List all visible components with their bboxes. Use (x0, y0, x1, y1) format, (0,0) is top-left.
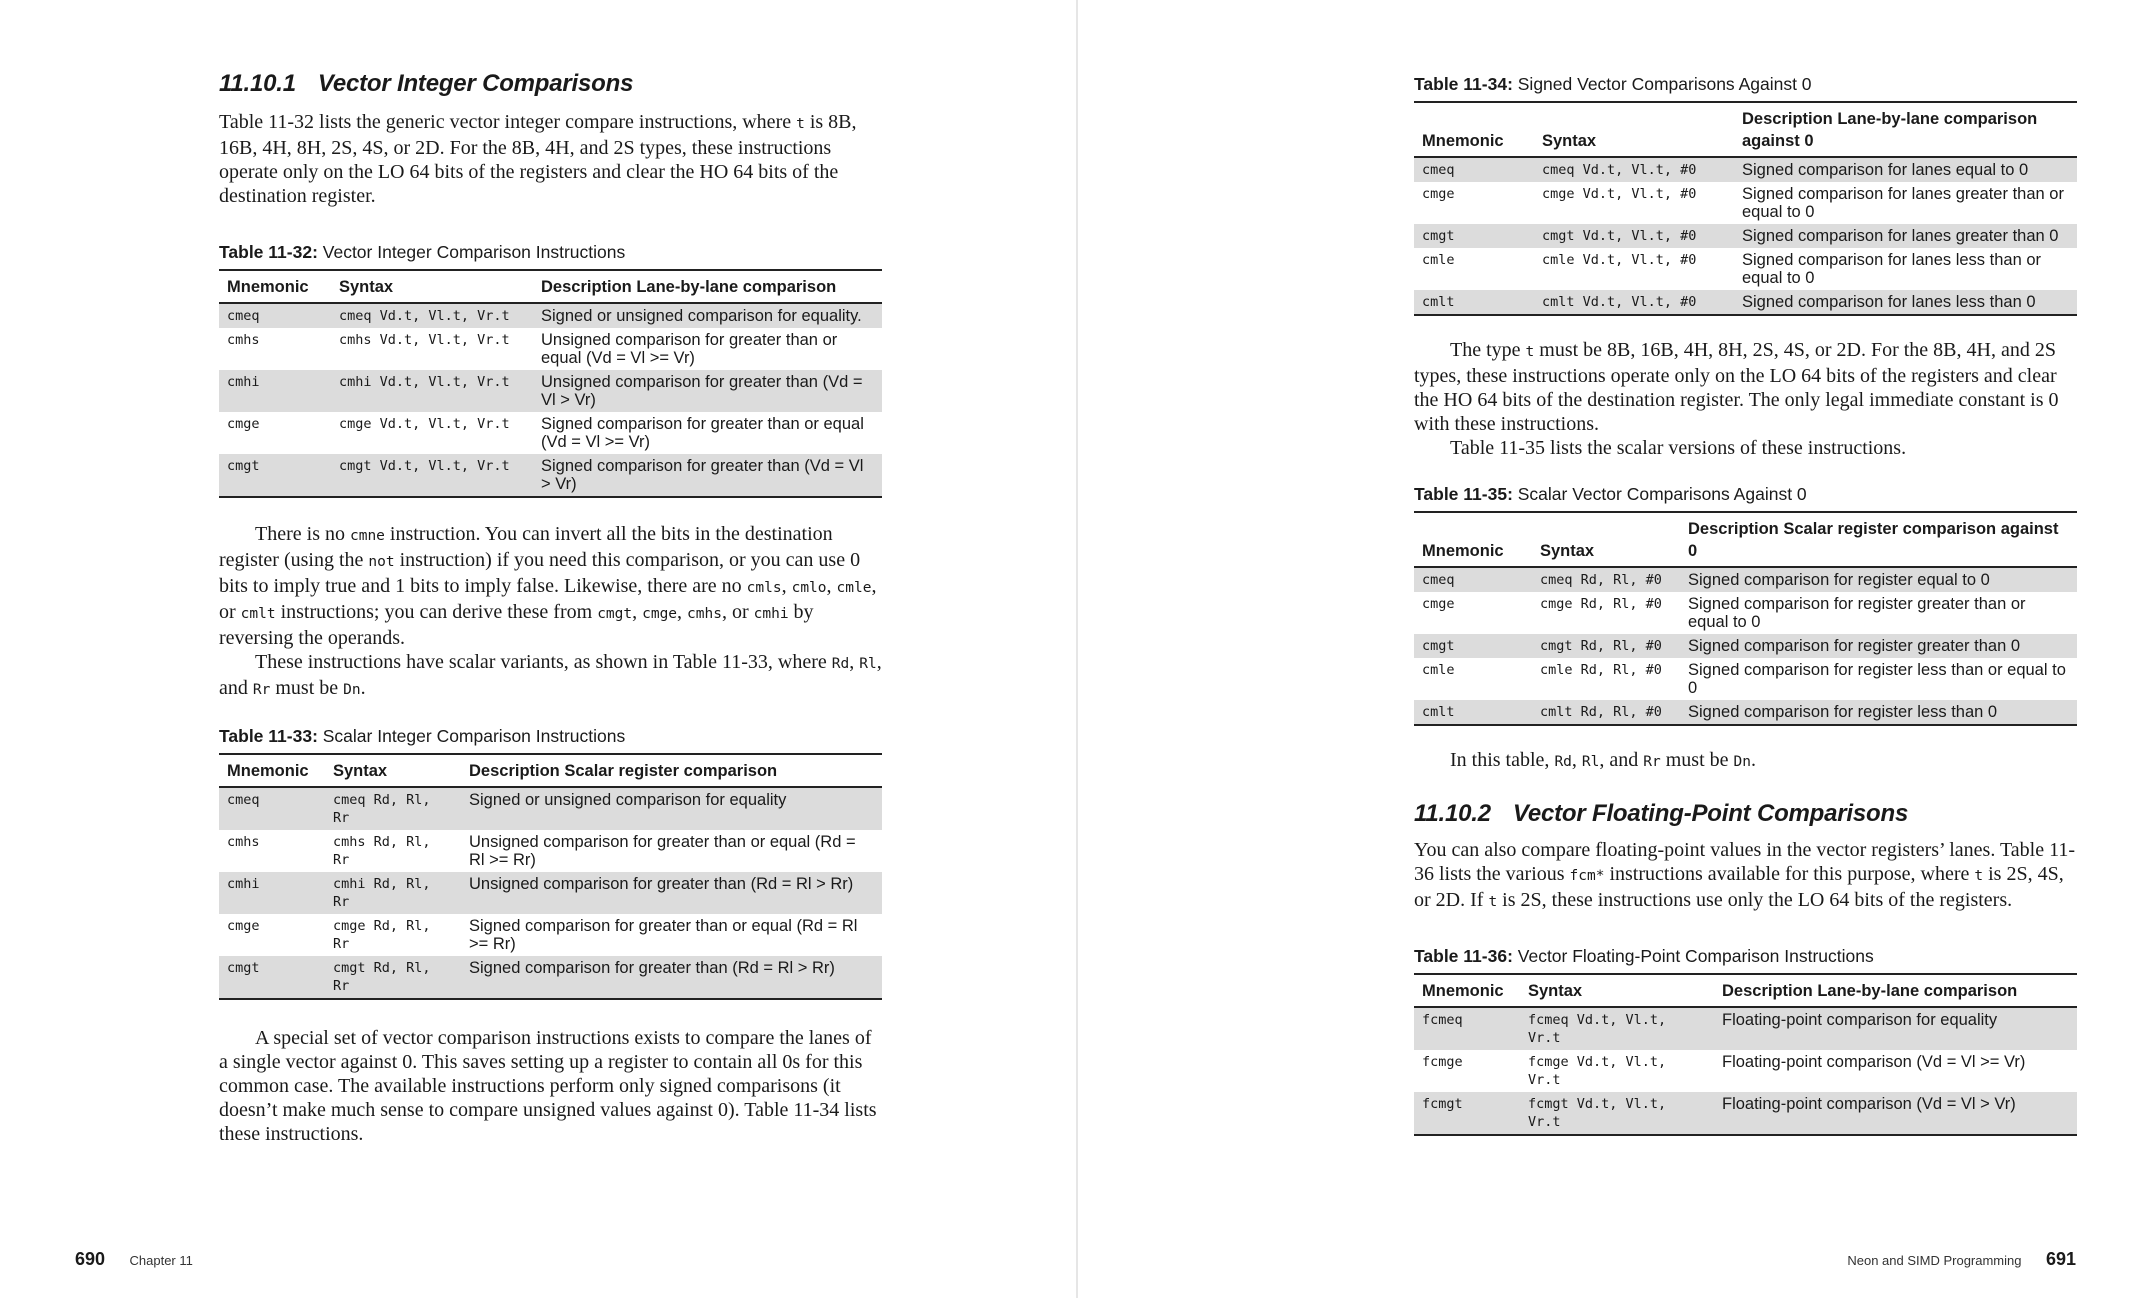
table-caption (1414, 484, 2077, 505)
paragraph (219, 522, 882, 650)
table-row (1414, 157, 2077, 182)
mnemonic-cell: cmle (1422, 252, 1455, 268)
inline-code: cmlt (240, 606, 276, 622)
inline-code: cmls (746, 580, 782, 596)
description-cell: Floating-point comparison (Vd = Vl >= Vr) (1722, 1053, 2026, 1071)
syntax-cell: cmhs Rd, Rl, Rr (333, 834, 431, 868)
description-cell: Floating-point comparison for equality (1722, 1011, 1998, 1029)
description-cell: Signed or unsigned comparison for equality (469, 791, 787, 809)
mnemonic-cell: cmge (227, 918, 260, 934)
text-run: is 2S, these instructions use only the LO 64 bits of the registers. (1497, 889, 2013, 911)
section-title: Vector Integer Comparisons (317, 70, 634, 97)
text-run: , or (721, 601, 754, 623)
table-caption-label: Table 11-33: (219, 726, 318, 746)
text-run: In this table, (1450, 749, 1555, 771)
description-cell: Signed comparison for greater than (Vd = Vl > Vr) (541, 457, 864, 493)
table-row (219, 370, 882, 412)
mnemonic-cell: cmge (1422, 596, 1455, 612)
table-caption-text: Scalar Integer Comparison Instructions (317, 726, 626, 746)
inline-code: cmhs (687, 606, 722, 622)
mnemonic-cell: fcmge (1422, 1054, 1463, 1070)
inline-code: cmlo (791, 580, 827, 596)
table-row (1414, 1007, 2077, 1050)
paragraph (1414, 748, 2077, 774)
section-number: 11.10.2 (1414, 800, 1491, 827)
syntax-cell: cmge Rd, Rl, Rr (333, 918, 431, 952)
column-header: Syntax (339, 278, 394, 296)
chapter-label: Chapter 11 (129, 1253, 193, 1268)
mnemonic-cell: cmeq (227, 308, 260, 324)
column-header: Description Scalar register comparison (469, 762, 778, 780)
column-header: Description Scalar register comparison against 0 (1688, 520, 2059, 560)
table-row (1414, 224, 2077, 248)
column-header: Syntax (1542, 132, 1597, 150)
page-footer (1847, 1249, 2076, 1270)
syntax-cell: cmge Rd, Rl, #0 (1540, 596, 1662, 612)
mnemonic-cell: cmge (227, 416, 260, 432)
right-column (1414, 74, 2077, 1136)
mnemonic-cell: cmgt (1422, 228, 1455, 244)
paragraph (219, 110, 882, 208)
section-title: Vector Floating-Point Comparisons (1512, 800, 1909, 827)
text-run: , (632, 601, 643, 623)
syntax-cell: cmgt Vd.t, Vl.t, #0 (1542, 228, 1697, 244)
inline-code: Dn (343, 682, 361, 698)
text-run: You can also compare floating-point values in the vector registers’ lanes. Table 11-36 lists the various (1414, 839, 2076, 885)
syntax-cell: fcmge Vd.t, Vl.t, Vr.t (1528, 1054, 1667, 1088)
syntax-cell: cmge Vd.t, Vl.t, Vr.t (339, 416, 510, 432)
column-header: Mnemonic (1422, 542, 1504, 560)
mnemonic-cell: cmhs (227, 332, 260, 348)
text-run: , and (219, 651, 882, 699)
table-header-row (219, 754, 882, 787)
section-heading (219, 70, 882, 98)
table-row (219, 412, 882, 454)
column-header: Description Lane-by-lane comparison against 0 (1742, 110, 2038, 150)
description-cell: Signed comparison for lanes greater than or equal to 0 (1742, 185, 2064, 221)
column-header: Syntax (333, 762, 388, 780)
chapter-label: Neon and SIMD Programming (1847, 1253, 2022, 1268)
mnemonic-cell: fcmeq (1422, 1012, 1463, 1028)
table-11-34 (1414, 101, 2077, 316)
inline-code: t (1488, 894, 1498, 910)
description-cell: Unsigned comparison for greater than or equal (Vd = Vl >= Vr) (541, 331, 838, 367)
table-row (219, 303, 882, 328)
syntax-cell: cmle Rd, Rl, #0 (1540, 662, 1662, 678)
page-footer (75, 1249, 193, 1270)
syntax-cell: cmeq Vd.t, Vl.t, #0 (1542, 162, 1697, 178)
inline-code: not (368, 554, 395, 570)
text-run: must be (1660, 749, 1734, 771)
mnemonic-cell: cmle (1422, 662, 1455, 678)
text-run: . (360, 677, 366, 699)
text-run: is 2S, 4S, or 2D. If (1414, 863, 2064, 911)
mnemonic-cell: cmlt (1422, 704, 1455, 720)
text-run: , or (219, 575, 877, 623)
syntax-cell: cmeq Rd, Rl, #0 (1540, 572, 1662, 588)
table-11-36 (1414, 973, 2077, 1136)
table-header-row (1414, 102, 2077, 157)
description-cell: Unsigned comparison for greater than (Rd = Rl > Rr) (469, 875, 854, 893)
column-header: Syntax (1540, 542, 1595, 560)
text-run: instruction) if you need this comparison, or you can use 0 bits to imply true and 1 bits to imply false. Likewise, there are no (219, 549, 861, 597)
text-run: is 8B, 16B, 4H, 8H, 2S, 4S, or 2D. For the 8B, 4H, and 2S types, these instructions operate only on the LO 64 bits of the registers and clear the HO 64 bits of the destination register. (219, 111, 857, 207)
text-run: . (1750, 749, 1756, 771)
table-row (219, 454, 882, 497)
syntax-cell: cmeq Rd, Rl, Rr (333, 792, 431, 826)
description-cell: Signed comparison for register greater than 0 (1688, 637, 2021, 655)
column-header: Mnemonic (1422, 982, 1504, 1000)
syntax-cell: cmgt Rd, Rl, Rr (333, 960, 431, 994)
section-heading (1414, 800, 2077, 828)
column-header: Mnemonic (1422, 132, 1504, 150)
table-row (1414, 658, 2077, 700)
table-header-row (1414, 974, 2077, 1007)
table-11-32 (219, 269, 882, 498)
table-row (1414, 248, 2077, 290)
syntax-cell: fcmeq Vd.t, Vl.t, Vr.t (1528, 1012, 1667, 1046)
syntax-cell: cmlt Rd, Rl, #0 (1540, 704, 1662, 720)
mnemonic-cell: cmhi (227, 374, 260, 390)
syntax-cell: fcmgt Vd.t, Vl.t, Vr.t (1528, 1096, 1667, 1130)
text-run: There is no (255, 523, 350, 545)
inline-code: t (1974, 868, 1984, 884)
mnemonic-cell: cmeq (1422, 572, 1455, 588)
inline-code: fcm* (1569, 868, 1605, 884)
section-number: 11.10.1 (219, 70, 296, 97)
column-header: Mnemonic (227, 762, 309, 780)
description-cell: Signed comparison for register less than 0 (1688, 703, 1998, 721)
paragraph (219, 1026, 882, 1146)
text-run: instruction. You can invert all the bits in the destination register (using the (219, 523, 833, 571)
left-column (219, 70, 882, 1146)
table-caption (1414, 946, 2077, 967)
description-cell: Unsigned comparison for greater than or equal (Rd = Rl >= Rr) (469, 833, 856, 869)
description-cell: Signed comparison for greater than (Rd = Rl > Rr) (469, 959, 835, 977)
inline-code: Rd (1554, 754, 1572, 770)
syntax-cell: cmhi Vd.t, Vl.t, Vr.t (339, 374, 510, 390)
description-cell: Signed comparison for lanes less than or equal to 0 (1742, 251, 2041, 287)
text-run: must be (270, 677, 344, 699)
table-row (1414, 290, 2077, 315)
paragraph (1414, 436, 2077, 460)
table-caption-label: Table 11-32: (219, 242, 318, 262)
inline-code: Rl (1581, 754, 1600, 770)
table-caption-label: Table 11-34: (1414, 74, 1513, 94)
description-cell: Signed comparison for lanes equal to 0 (1742, 161, 2029, 179)
column-header: Syntax (1528, 982, 1583, 1000)
description-cell: Signed comparison for lanes greater than 0 (1742, 227, 2059, 245)
text-run: Table 11-32 lists the generic vector integer compare instructions, where (219, 111, 797, 133)
inline-code: Rl (859, 656, 877, 672)
mnemonic-cell: cmgt (227, 458, 260, 474)
inline-code: Rd (831, 656, 850, 672)
table-caption-text: Scalar Vector Comparisons Against 0 (1512, 484, 1807, 504)
table-header-row (1414, 512, 2077, 567)
column-header: Mnemonic (227, 278, 309, 296)
table-row (1414, 700, 2077, 725)
table-caption-text: Vector Floating-Point Comparison Instructions (1512, 946, 1874, 966)
inline-code: Rr (252, 682, 271, 698)
page-number: 690 (75, 1249, 106, 1269)
table-row (219, 914, 882, 956)
inline-code: cmle (836, 580, 872, 596)
inline-code: Rr (1643, 754, 1661, 770)
text-run: , (1571, 749, 1582, 771)
text-run: , and (1599, 749, 1644, 771)
inline-code: t (1525, 344, 1535, 360)
mnemonic-cell: cmgt (227, 960, 260, 976)
column-header: Description Lane-by-lane comparison (1722, 982, 2018, 1000)
mnemonic-cell: cmge (1422, 186, 1455, 202)
inline-code: t (796, 116, 805, 132)
syntax-cell: cmgt Rd, Rl, #0 (1540, 638, 1662, 654)
text-run: These instructions have scalar variants, as shown in Table 11-33, where (255, 651, 832, 673)
inline-code: cmge (642, 606, 678, 622)
table-11-35 (1414, 511, 2077, 726)
paragraph (1414, 838, 2077, 914)
mnemonic-cell: cmeq (1422, 162, 1455, 178)
text-run: by reversing the operands. (219, 601, 814, 649)
mnemonic-cell: cmgt (1422, 638, 1455, 654)
table-caption (1414, 74, 2077, 95)
text-run: A special set of vector comparison instructions exists to compare the lanes of a single vector against 0. This saves setting up a register to contain all 0s for this common case. The available instructions perform only signed comparisons (it doesn’t make much sense to compare unsigned values against 0). Table 11-34 lists these instructions. (219, 1027, 877, 1145)
inline-code: cmhi (753, 606, 789, 622)
description-cell: Floating-point comparison (Vd = Vl > Vr) (1722, 1095, 2016, 1113)
description-cell: Unsigned comparison for greater than (Vd = Vl > Vr) (541, 373, 863, 409)
syntax-cell: cmgt Vd.t, Vl.t, Vr.t (339, 458, 510, 474)
table-caption (219, 726, 882, 747)
mnemonic-cell: cmhs (227, 834, 260, 850)
table-row (219, 956, 882, 999)
inline-code: cmne (349, 528, 385, 544)
text-run: , (826, 575, 837, 597)
text-run: instructions; you can derive these from (275, 601, 598, 623)
description-cell: Signed comparison for register greater than or equal to 0 (1688, 595, 2026, 631)
mnemonic-cell: cmeq (227, 792, 260, 808)
table-row (1414, 567, 2077, 592)
text-run: Table 11-35 lists the scalar versions of these instructions. (1450, 437, 1907, 459)
inline-code: Dn (1733, 754, 1751, 770)
description-cell: Signed comparison for greater than or equal (Vd = Vl >= Vr) (541, 415, 864, 451)
table-row (219, 787, 882, 830)
table-row (219, 872, 882, 914)
text-run: must be 8B, 16B, 4H, 8H, 2S, 4S, or 2D. For the 8B, 4H, and 2S types, these instructions operate only on the LO 64 bits of the registers and clear the HO 64 bits of the destination register. The only legal immediate constant is 0 with these instructions. (1414, 339, 2059, 435)
table-row (1414, 592, 2077, 634)
syntax-cell: cmhs Vd.t, Vl.t, Vr.t (339, 332, 510, 348)
table-11-33 (219, 753, 882, 1000)
table-caption-label: Table 11-35: (1414, 484, 1513, 504)
table-row (219, 830, 882, 872)
table-caption-text: Signed Vector Comparisons Against 0 (1512, 74, 1812, 94)
table-row (1414, 1092, 2077, 1135)
description-cell: Signed comparison for register less than or equal to 0 (1688, 661, 2066, 697)
inline-code: cmgt (597, 606, 633, 622)
table-row (1414, 182, 2077, 224)
syntax-cell: cmhi Rd, Rl, Rr (333, 876, 431, 910)
table-caption-label: Table 11-36: (1414, 946, 1513, 966)
syntax-cell: cmlt Vd.t, Vl.t, #0 (1542, 294, 1697, 310)
description-cell: Signed or unsigned comparison for equality. (541, 307, 862, 325)
text-run: instructions available for this purpose, where (1604, 863, 1975, 885)
text-run: , (781, 575, 792, 597)
paragraph (1414, 338, 2077, 436)
description-cell: Signed comparison for greater than or equal (Rd = Rl >= Rr) (469, 917, 858, 953)
mnemonic-cell: fcmgt (1422, 1096, 1463, 1112)
right-page (1077, 0, 2150, 1298)
syntax-cell: cmeq Vd.t, Vl.t, Vr.t (339, 308, 510, 324)
table-header-row (219, 270, 882, 303)
text-run: , (677, 601, 688, 623)
paragraph (219, 650, 882, 702)
description-cell: Signed comparison for register equal to 0 (1688, 571, 1990, 589)
column-header: Description Lane-by-lane comparison (541, 278, 837, 296)
mnemonic-cell: cmlt (1422, 294, 1455, 310)
page-number: 691 (2045, 1249, 2076, 1269)
description-cell: Signed comparison for lanes less than 0 (1742, 293, 2036, 311)
text-run: , (849, 651, 860, 673)
table-caption (219, 242, 882, 263)
table-row (1414, 634, 2077, 658)
syntax-cell: cmle Vd.t, Vl.t, #0 (1542, 252, 1697, 268)
text-run: The type (1450, 339, 1526, 361)
table-row (1414, 1050, 2077, 1092)
table-row (219, 328, 882, 370)
mnemonic-cell: cmhi (227, 876, 260, 892)
table-caption-text: Vector Integer Comparison Instructions (317, 242, 626, 262)
syntax-cell: cmge Vd.t, Vl.t, #0 (1542, 186, 1697, 202)
